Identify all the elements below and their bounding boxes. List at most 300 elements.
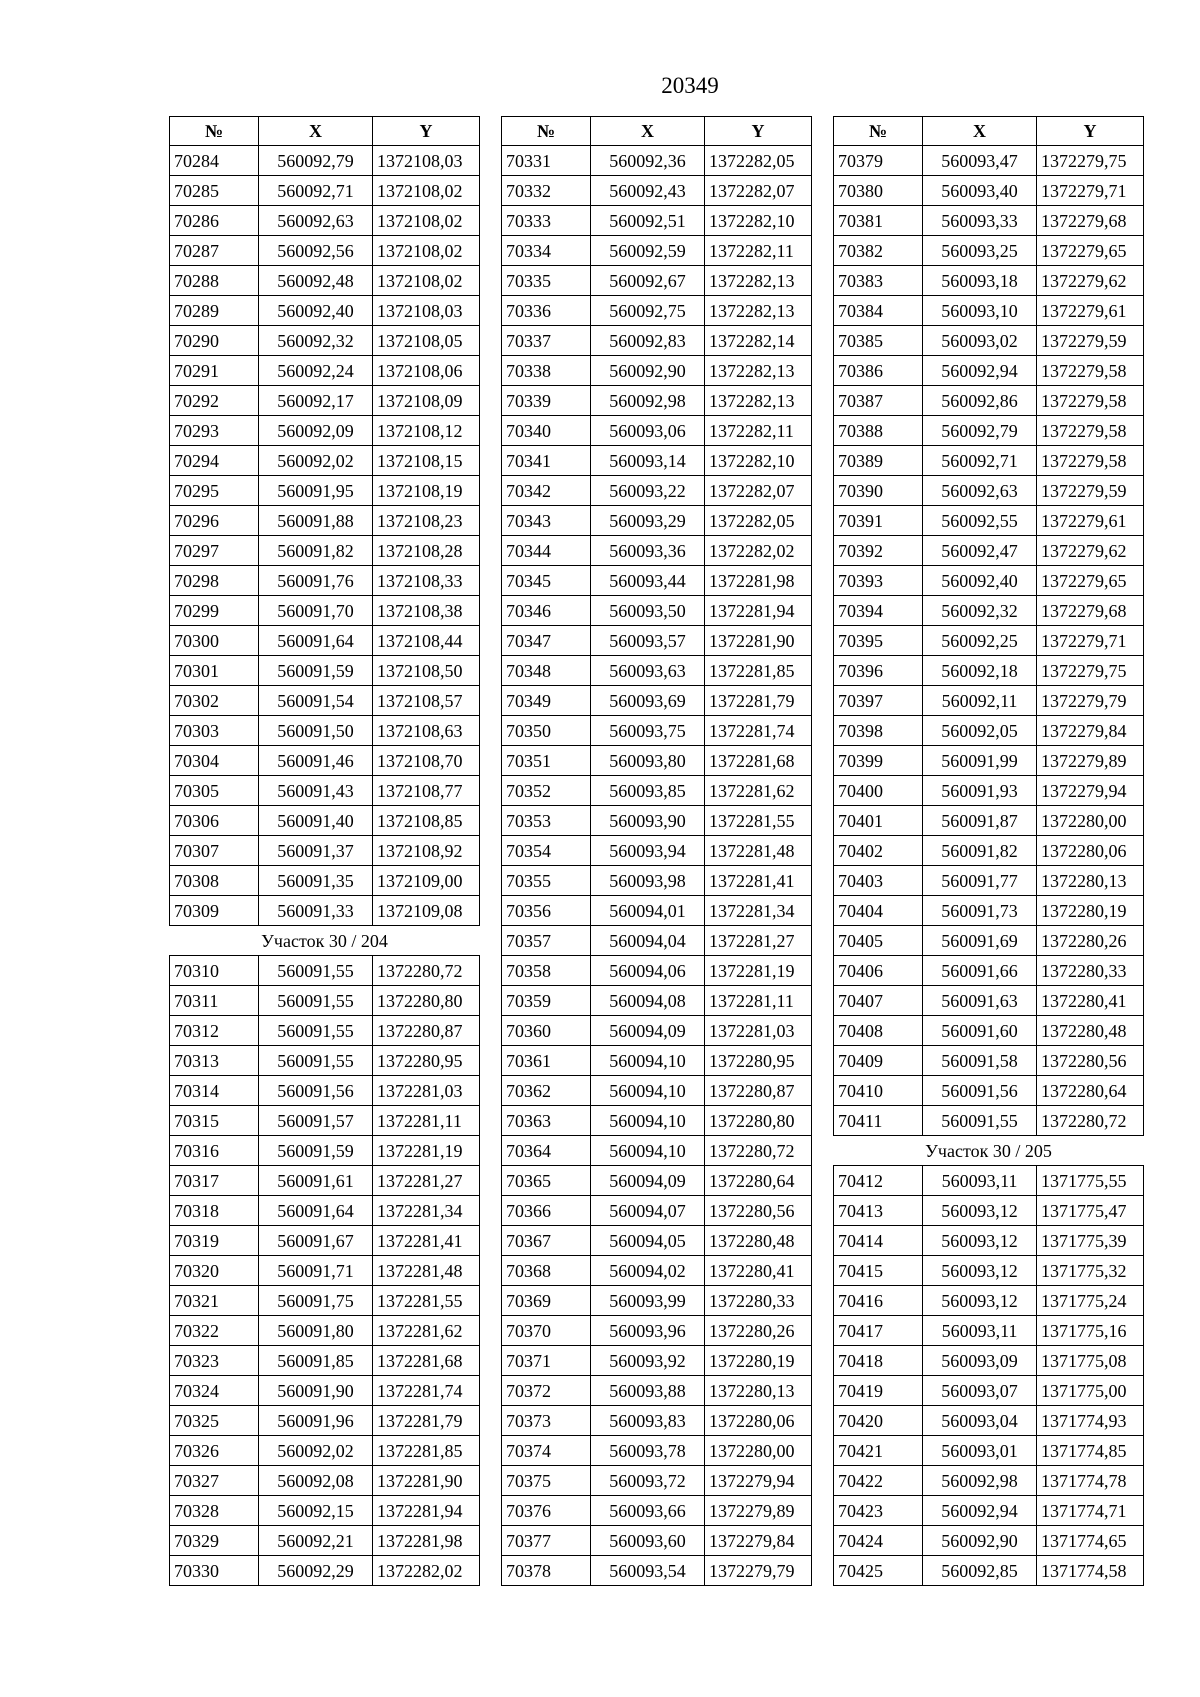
x-coordinate-cell: 560092,05 [923,716,1037,746]
table-row [502,1166,812,1196]
x-coordinate-cell: 560092,40 [923,566,1037,596]
x-coordinate-cell: 560092,71 [923,446,1037,476]
y-coordinate-cell: 1372108,02 [373,236,480,266]
point-number-cell: 70407 [834,986,923,1016]
section-row [834,1136,1144,1166]
y-coordinate-cell: 1372279,58 [1037,446,1144,476]
y-coordinate-cell: 1372280,41 [705,1256,812,1286]
point-number-cell: 70305 [170,776,259,806]
point-number-cell: 70404 [834,896,923,926]
table-header-row [502,117,812,146]
x-coordinate-cell: 560093,22 [591,476,705,506]
table-row [170,476,480,506]
table-row [170,266,480,296]
point-number-cell: 70296 [170,506,259,536]
y-coordinate-cell: 1372108,15 [373,446,480,476]
y-coordinate-cell: 1372108,02 [373,206,480,236]
point-number-cell: 70368 [502,1256,591,1286]
y-coordinate-cell: 1372282,02 [705,536,812,566]
y-coordinate-cell: 1372279,68 [1037,206,1144,236]
table-row [170,836,480,866]
x-coordinate-cell: 560092,59 [591,236,705,266]
y-coordinate-cell: 1372279,84 [1037,716,1144,746]
table-row [170,716,480,746]
point-number-cell: 70302 [170,686,259,716]
point-number-cell: 70352 [502,776,591,806]
y-coordinate-cell: 1372279,79 [705,1556,812,1586]
point-number-cell: 70414 [834,1226,923,1256]
table-row [834,1316,1144,1346]
table-row [834,206,1144,236]
point-number-cell: 70388 [834,416,923,446]
table-row [834,1046,1144,1076]
y-coordinate-cell: 1372281,74 [705,716,812,746]
table-row [170,1526,480,1556]
point-number-cell: 70334 [502,236,591,266]
point-number-cell: 70298 [170,566,259,596]
y-coordinate-cell: 1372281,62 [705,776,812,806]
point-number-cell: 70350 [502,716,591,746]
y-coordinate-cell: 1372280,80 [373,986,480,1016]
table-row [834,746,1144,776]
point-number-cell: 70323 [170,1346,259,1376]
section-title: Участок 30 / 204 [170,926,480,956]
x-coordinate-cell: 560092,36 [591,146,705,176]
point-number-cell: 70415 [834,1256,923,1286]
y-coordinate-cell: 1372280,87 [373,1016,480,1046]
y-coordinate-cell: 1372280,95 [373,1046,480,1076]
point-number-cell: 70329 [170,1526,259,1556]
y-coordinate-cell: 1372280,33 [1037,956,1144,986]
point-number-cell: 70374 [502,1436,591,1466]
point-number-cell: 70353 [502,806,591,836]
table-row [834,926,1144,956]
x-coordinate-cell: 560091,55 [259,1016,373,1046]
table-row [502,1076,812,1106]
y-coordinate-cell: 1371775,47 [1037,1196,1144,1226]
table-row [834,1436,1144,1466]
table-row [170,1436,480,1466]
table-row [502,356,812,386]
table-row [502,266,812,296]
point-number-cell: 70349 [502,686,591,716]
y-coordinate-cell: 1372281,34 [705,896,812,926]
table-row [834,956,1144,986]
point-number-cell: 70365 [502,1166,591,1196]
y-coordinate-cell: 1372281,90 [705,626,812,656]
point-number-cell: 70324 [170,1376,259,1406]
table-row [170,1316,480,1346]
table-row [834,656,1144,686]
point-number-cell: 70314 [170,1076,259,1106]
point-number-cell: 70345 [502,566,591,596]
point-number-cell: 70384 [834,296,923,326]
x-coordinate-cell: 560091,87 [923,806,1037,836]
header-x: X [591,117,705,146]
y-coordinate-cell: 1372281,03 [705,1016,812,1046]
y-coordinate-cell: 1371774,58 [1037,1556,1144,1586]
header-x: X [259,117,373,146]
point-number-cell: 70369 [502,1286,591,1316]
y-coordinate-cell: 1372282,13 [705,356,812,386]
point-number-cell: 70361 [502,1046,591,1076]
table-row [502,536,812,566]
x-coordinate-cell: 560092,86 [923,386,1037,416]
table-row [170,146,480,176]
y-coordinate-cell: 1372280,06 [705,1406,812,1436]
y-coordinate-cell: 1372280,64 [705,1166,812,1196]
point-number-cell: 70309 [170,896,259,926]
point-number-cell: 70395 [834,626,923,656]
table-row [834,476,1144,506]
point-number-cell: 70390 [834,476,923,506]
x-coordinate-cell: 560093,60 [591,1526,705,1556]
y-coordinate-cell: 1372281,48 [373,1256,480,1286]
y-coordinate-cell: 1372108,33 [373,566,480,596]
point-number-cell: 70340 [502,416,591,446]
table-row [502,1016,812,1046]
point-number-cell: 70318 [170,1196,259,1226]
x-coordinate-cell: 560091,64 [259,1196,373,1226]
point-number-cell: 70394 [834,596,923,626]
point-number-cell: 70422 [834,1466,923,1496]
point-number-cell: 70409 [834,1046,923,1076]
y-coordinate-cell: 1371775,39 [1037,1226,1144,1256]
y-coordinate-cell: 1372281,11 [373,1106,480,1136]
y-coordinate-cell: 1372108,92 [373,836,480,866]
x-coordinate-cell: 560092,24 [259,356,373,386]
y-coordinate-cell: 1372282,07 [705,476,812,506]
y-coordinate-cell: 1372281,03 [373,1076,480,1106]
point-number-cell: 70413 [834,1196,923,1226]
y-coordinate-cell: 1372280,26 [1037,926,1144,956]
y-coordinate-cell: 1372281,85 [373,1436,480,1466]
y-coordinate-cell: 1372281,19 [705,956,812,986]
table-row [834,416,1144,446]
point-number-cell: 70306 [170,806,259,836]
point-number-cell: 70356 [502,896,591,926]
y-coordinate-cell: 1371775,55 [1037,1166,1144,1196]
y-coordinate-cell: 1372108,57 [373,686,480,716]
x-coordinate-cell: 560092,48 [259,266,373,296]
y-coordinate-cell: 1372279,89 [705,1496,812,1526]
table-row [834,176,1144,206]
point-number-cell: 70320 [170,1256,259,1286]
x-coordinate-cell: 560093,94 [591,836,705,866]
table-row [170,806,480,836]
header-x: X [923,117,1037,146]
point-number-cell: 70387 [834,386,923,416]
point-number-cell: 70375 [502,1466,591,1496]
table-row [502,1526,812,1556]
y-coordinate-cell: 1372281,79 [705,686,812,716]
x-coordinate-cell: 560091,95 [259,476,373,506]
table-row [834,296,1144,326]
y-coordinate-cell: 1372281,41 [373,1226,480,1256]
x-coordinate-cell: 560093,09 [923,1346,1037,1376]
y-coordinate-cell: 1372282,11 [705,416,812,446]
x-coordinate-cell: 560094,10 [591,1136,705,1166]
point-number-cell: 70317 [170,1166,259,1196]
point-number-cell: 70311 [170,986,259,1016]
point-number-cell: 70325 [170,1406,259,1436]
table-row [170,1376,480,1406]
table-row [170,1556,480,1586]
x-coordinate-cell: 560091,55 [259,1046,373,1076]
table-row [170,686,480,716]
table-row [502,986,812,1016]
x-coordinate-cell: 560094,02 [591,1256,705,1286]
table-row [834,1256,1144,1286]
x-coordinate-cell: 560091,46 [259,746,373,776]
y-coordinate-cell: 1372280,72 [373,956,480,986]
y-coordinate-cell: 1372279,75 [1037,656,1144,686]
x-coordinate-cell: 560091,82 [923,836,1037,866]
y-coordinate-cell: 1372280,26 [705,1316,812,1346]
table-row [834,686,1144,716]
x-coordinate-cell: 560094,08 [591,986,705,1016]
x-coordinate-cell: 560093,14 [591,446,705,476]
y-coordinate-cell: 1372281,27 [373,1166,480,1196]
point-number-cell: 70312 [170,1016,259,1046]
y-coordinate-cell: 1371774,65 [1037,1526,1144,1556]
point-number-cell: 70371 [502,1346,591,1376]
coordinates-table-2 [501,116,812,1586]
table-row [170,296,480,326]
point-number-cell: 70344 [502,536,591,566]
table-row [170,746,480,776]
x-coordinate-cell: 560093,40 [923,176,1037,206]
x-coordinate-cell: 560091,40 [259,806,373,836]
x-coordinate-cell: 560091,66 [923,956,1037,986]
point-number-cell: 70310 [170,956,259,986]
x-coordinate-cell: 560091,37 [259,836,373,866]
x-coordinate-cell: 560091,56 [259,1076,373,1106]
point-number-cell: 70412 [834,1166,923,1196]
point-number-cell: 70381 [834,206,923,236]
point-number-cell: 70383 [834,266,923,296]
y-coordinate-cell: 1372281,68 [373,1346,480,1376]
x-coordinate-cell: 560094,10 [591,1046,705,1076]
x-coordinate-cell: 560092,98 [591,386,705,416]
table-row [170,1256,480,1286]
x-coordinate-cell: 560092,02 [259,1436,373,1466]
point-number-cell: 70425 [834,1556,923,1586]
x-coordinate-cell: 560091,99 [923,746,1037,776]
table-row [502,656,812,686]
point-number-cell: 70421 [834,1436,923,1466]
y-coordinate-cell: 1372108,02 [373,176,480,206]
x-coordinate-cell: 560094,10 [591,1106,705,1136]
point-number-cell: 70287 [170,236,259,266]
table-row [170,1016,480,1046]
table-row [834,446,1144,476]
point-number-cell: 70284 [170,146,259,176]
point-number-cell: 70359 [502,986,591,1016]
y-coordinate-cell: 1372282,11 [705,236,812,266]
x-coordinate-cell: 560093,02 [923,326,1037,356]
point-number-cell: 70419 [834,1376,923,1406]
x-coordinate-cell: 560093,96 [591,1316,705,1346]
x-coordinate-cell: 560092,21 [259,1526,373,1556]
table-row [170,1076,480,1106]
table-row [834,1526,1144,1556]
header-y: Y [1037,117,1144,146]
x-coordinate-cell: 560094,10 [591,1076,705,1106]
table-row [502,926,812,956]
table-row [834,326,1144,356]
y-coordinate-cell: 1372279,58 [1037,386,1144,416]
y-coordinate-cell: 1372282,10 [705,206,812,236]
table-row [170,866,480,896]
x-coordinate-cell: 560091,55 [259,956,373,986]
table-header-row [834,117,1144,146]
x-coordinate-cell: 560092,90 [591,356,705,386]
table-row [502,1196,812,1226]
table-row [834,1286,1144,1316]
x-coordinate-cell: 560094,09 [591,1166,705,1196]
y-coordinate-cell: 1371775,24 [1037,1286,1144,1316]
y-coordinate-cell: 1372279,62 [1037,266,1144,296]
x-coordinate-cell: 560092,67 [591,266,705,296]
point-number-cell: 70420 [834,1406,923,1436]
table-row [834,776,1144,806]
point-number-cell: 70347 [502,626,591,656]
table-row [170,1136,480,1166]
point-number-cell: 70417 [834,1316,923,1346]
point-number-cell: 70397 [834,686,923,716]
point-number-cell: 70372 [502,1376,591,1406]
x-coordinate-cell: 560091,85 [259,1346,373,1376]
point-number-cell: 70406 [834,956,923,986]
y-coordinate-cell: 1372282,05 [705,506,812,536]
point-number-cell: 70319 [170,1226,259,1256]
y-coordinate-cell: 1372282,13 [705,386,812,416]
point-number-cell: 70380 [834,176,923,206]
y-coordinate-cell: 1372281,27 [705,926,812,956]
point-number-cell: 70366 [502,1196,591,1226]
y-coordinate-cell: 1372282,07 [705,176,812,206]
y-coordinate-cell: 1372279,71 [1037,626,1144,656]
table-row [170,536,480,566]
x-coordinate-cell: 560091,67 [259,1226,373,1256]
point-number-cell: 70327 [170,1466,259,1496]
table-row [834,386,1144,416]
y-coordinate-cell: 1372109,00 [373,866,480,896]
table-row [502,296,812,326]
point-number-cell: 70343 [502,506,591,536]
x-coordinate-cell: 560092,32 [923,596,1037,626]
x-coordinate-cell: 560091,50 [259,716,373,746]
point-number-cell: 70373 [502,1406,591,1436]
y-coordinate-cell: 1372279,58 [1037,356,1144,386]
y-coordinate-cell: 1372280,19 [705,1346,812,1376]
x-coordinate-cell: 560092,63 [259,206,373,236]
table-row [834,836,1144,866]
x-coordinate-cell: 560092,79 [259,146,373,176]
point-number-cell: 70385 [834,326,923,356]
header-number: № [834,117,923,146]
point-number-cell: 70376 [502,1496,591,1526]
table-row [170,1346,480,1376]
point-number-cell: 70393 [834,566,923,596]
table-row [834,596,1144,626]
table-row [170,1166,480,1196]
point-number-cell: 70360 [502,1016,591,1046]
point-number-cell: 70396 [834,656,923,686]
x-coordinate-cell: 560093,04 [923,1406,1037,1436]
x-coordinate-cell: 560091,55 [259,986,373,1016]
x-coordinate-cell: 560091,56 [923,1076,1037,1106]
point-number-cell: 70357 [502,926,591,956]
table-row [502,446,812,476]
y-coordinate-cell: 1372280,00 [1037,806,1144,836]
table-row [834,1166,1144,1196]
point-number-cell: 70293 [170,416,259,446]
point-number-cell: 70303 [170,716,259,746]
x-coordinate-cell: 560092,56 [259,236,373,266]
y-coordinate-cell: 1372282,13 [705,296,812,326]
x-coordinate-cell: 560093,83 [591,1406,705,1436]
x-coordinate-cell: 560091,57 [259,1106,373,1136]
y-coordinate-cell: 1372279,61 [1037,296,1144,326]
point-number-cell: 70402 [834,836,923,866]
x-coordinate-cell: 560094,01 [591,896,705,926]
point-number-cell: 70424 [834,1526,923,1556]
x-coordinate-cell: 560093,01 [923,1436,1037,1466]
point-number-cell: 70290 [170,326,259,356]
x-coordinate-cell: 560092,85 [923,1556,1037,1586]
table-row [834,1076,1144,1106]
table-row [834,626,1144,656]
x-coordinate-cell: 560093,63 [591,656,705,686]
x-coordinate-cell: 560091,64 [259,626,373,656]
x-coordinate-cell: 560092,83 [591,326,705,356]
point-number-cell: 70321 [170,1286,259,1316]
y-coordinate-cell: 1372108,63 [373,716,480,746]
y-coordinate-cell: 1372280,56 [1037,1046,1144,1076]
table-row [502,866,812,896]
y-coordinate-cell: 1372280,48 [705,1226,812,1256]
x-coordinate-cell: 560091,58 [923,1046,1037,1076]
y-coordinate-cell: 1372280,80 [705,1106,812,1136]
y-coordinate-cell: 1372108,38 [373,596,480,626]
x-coordinate-cell: 560092,15 [259,1496,373,1526]
y-coordinate-cell: 1372279,89 [1037,746,1144,776]
table-row [170,326,480,356]
y-coordinate-cell: 1372108,02 [373,266,480,296]
point-number-cell: 70423 [834,1496,923,1526]
point-number-cell: 70348 [502,656,591,686]
y-coordinate-cell: 1372279,65 [1037,236,1144,266]
y-coordinate-cell: 1372279,79 [1037,686,1144,716]
table-row [502,1226,812,1256]
table-row [170,776,480,806]
point-number-cell: 70386 [834,356,923,386]
header-number: № [170,117,259,146]
table-row [170,1406,480,1436]
header-y: Y [705,117,812,146]
y-coordinate-cell: 1371774,71 [1037,1496,1144,1526]
x-coordinate-cell: 560091,88 [259,506,373,536]
x-coordinate-cell: 560093,66 [591,1496,705,1526]
y-coordinate-cell: 1372108,23 [373,506,480,536]
x-coordinate-cell: 560093,99 [591,1286,705,1316]
x-coordinate-cell: 560093,25 [923,236,1037,266]
y-coordinate-cell: 1372281,68 [705,746,812,776]
x-coordinate-cell: 560092,94 [923,356,1037,386]
y-coordinate-cell: 1372108,44 [373,626,480,656]
